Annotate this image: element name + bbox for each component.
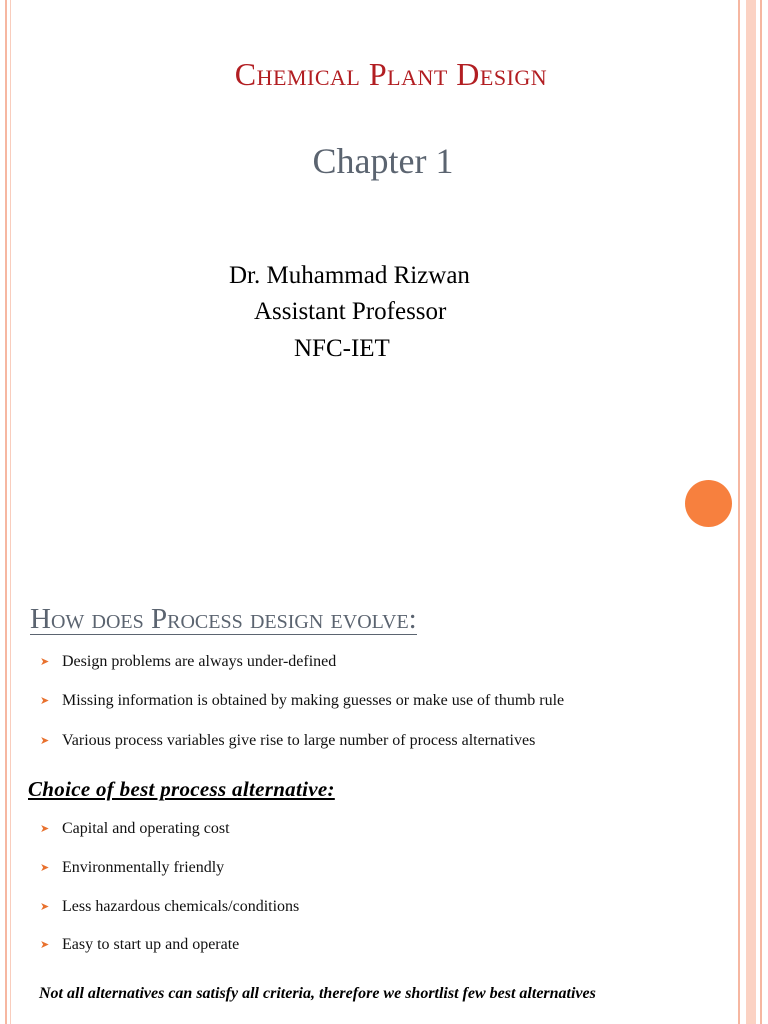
chapter-label: Chapter 1 <box>312 141 454 181</box>
author-position: Assistant Professor <box>254 298 447 325</box>
criteria-item-text: Easy to start up and operate <box>62 936 240 953</box>
author-name: Dr. Muhammad Rizwan <box>229 262 470 289</box>
arrow-right-icon: ➤ <box>40 901 50 913</box>
orange-circle-icon <box>685 480 732 527</box>
criteria-item-text: Environmentally friendly <box>62 859 225 876</box>
arrow-right-icon: ➤ <box>40 823 50 835</box>
list-item <box>40 652 336 672</box>
list-item-text: Missing information is obtained by making guesses or make use of thumb rule <box>62 692 565 709</box>
list-item-text: Design problems are always under-defined <box>62 653 337 670</box>
criteria-item <box>40 897 299 917</box>
criteria-item-text: Capital and operating cost <box>62 820 230 837</box>
arrow-right-icon: ➤ <box>40 939 50 951</box>
slide-title: Chemical Plant Design <box>234 56 548 92</box>
subheading: Choice of best process alternative: <box>28 777 335 801</box>
arrow-right-icon: ➤ <box>40 656 50 668</box>
criteria-item <box>40 935 239 955</box>
criteria-item <box>40 858 224 878</box>
list-item <box>40 731 535 751</box>
arrow-right-icon: ➤ <box>40 695 50 707</box>
arrow-right-icon: ➤ <box>40 735 50 747</box>
section-heading: How does Process design evolve: <box>30 603 417 635</box>
criteria-item <box>40 819 230 839</box>
criteria-item-text: Less hazardous chemicals/conditions <box>62 898 300 915</box>
list-item <box>40 691 564 711</box>
arrow-right-icon: ➤ <box>40 862 50 874</box>
footer-note: Not all alternatives can satisfy all criteria, therefore we shortlist few best alternatives <box>39 985 596 1002</box>
list-item-text: Various process variables give rise to large number of process alternatives <box>62 732 536 749</box>
author-institution: NFC-IET <box>294 335 390 362</box>
